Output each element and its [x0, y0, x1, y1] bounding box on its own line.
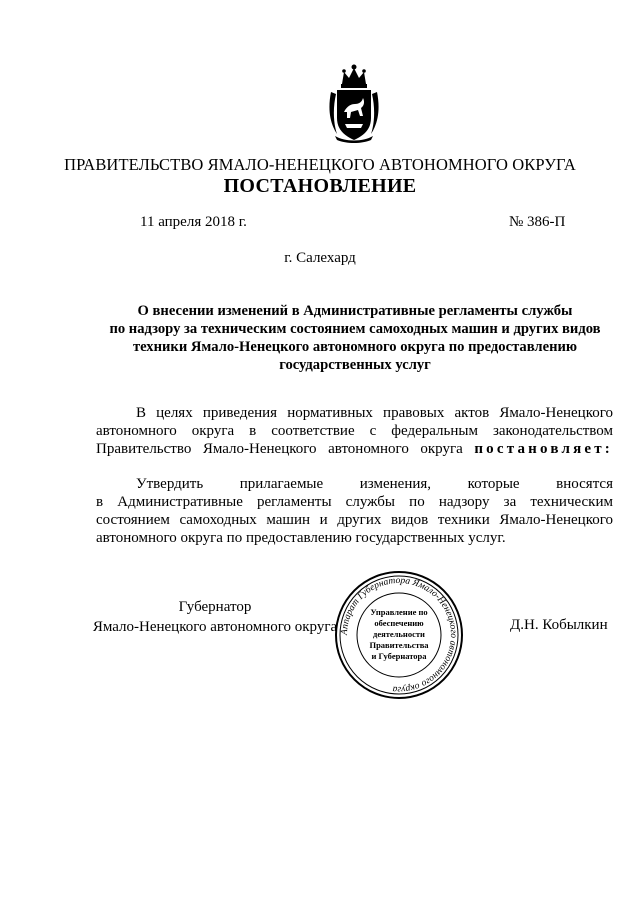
document-number: № 386-П	[509, 214, 566, 230]
document-subject	[85, 302, 625, 374]
paragraph-line: В целях приведения нормативных правовых актов Ямало-Ненецкого	[136, 405, 613, 421]
coat-of-arms-emblem	[327, 62, 381, 144]
signatory-region: Ямало-Ненецкого автономного округа	[92, 619, 338, 635]
signatory-name: Д.Н. Кобылкин	[510, 617, 608, 633]
subject-line: государственных услуг	[279, 357, 431, 373]
paragraph-line: в Административные регламенты службы по надзору за техническим	[96, 494, 613, 510]
paragraph-line: автономного округа в соответствие с федеральным законодательством	[96, 423, 613, 439]
paragraph-text: Правительство Ямало-Ненецкого автономного округа	[96, 441, 463, 457]
document-date: 11 апреля 2018 г.	[140, 214, 247, 230]
paragraph-line: состоянием самоходных машин и других видов техники Ямало-Ненецкого	[96, 512, 613, 528]
document-type: ПОСТАНОВЛЕНИЕ	[223, 175, 417, 197]
subject-line: О внесении изменений в Административные регламенты службы	[137, 303, 573, 319]
signatory-title	[90, 597, 340, 637]
seal-inner-line: и Губернатора	[371, 651, 427, 661]
seal-outer-text: Аппарат Губернатора Ямало-Ненецкого автономного округа	[339, 575, 459, 695]
signatory-position: Губернатор	[178, 599, 252, 615]
resolution-paragraph	[96, 475, 613, 547]
paragraph-line	[96, 440, 613, 458]
official-seal-stamp	[333, 569, 465, 701]
decree-word: постановляет:	[474, 441, 614, 457]
seal-inner-line: деятельности	[373, 629, 425, 639]
subject-line: по надзору за техническим состоянием самоходных машин и других видов	[109, 321, 601, 337]
document-city: г. Салехард	[284, 250, 356, 266]
preamble-paragraph	[96, 404, 613, 458]
subject-line: техники Ямало-Ненецкого автономного округа по предоставлению	[132, 339, 578, 355]
seal-inner-line: обеспечению	[374, 618, 424, 628]
seal-inner-line: Управление по	[370, 607, 428, 617]
paragraph-line: Утвердить прилагаемые изменения, которые вносятся	[136, 476, 613, 492]
seal-inner-line: Правительства	[369, 640, 429, 650]
government-title: ПРАВИТЕЛЬСТВО ЯМАЛО-НЕНЕЦКОГО АВТОНОМНОГО ОКРУГА	[64, 155, 576, 174]
paragraph-line: автономного округа по предоставлению государственных услуг.	[96, 530, 506, 546]
